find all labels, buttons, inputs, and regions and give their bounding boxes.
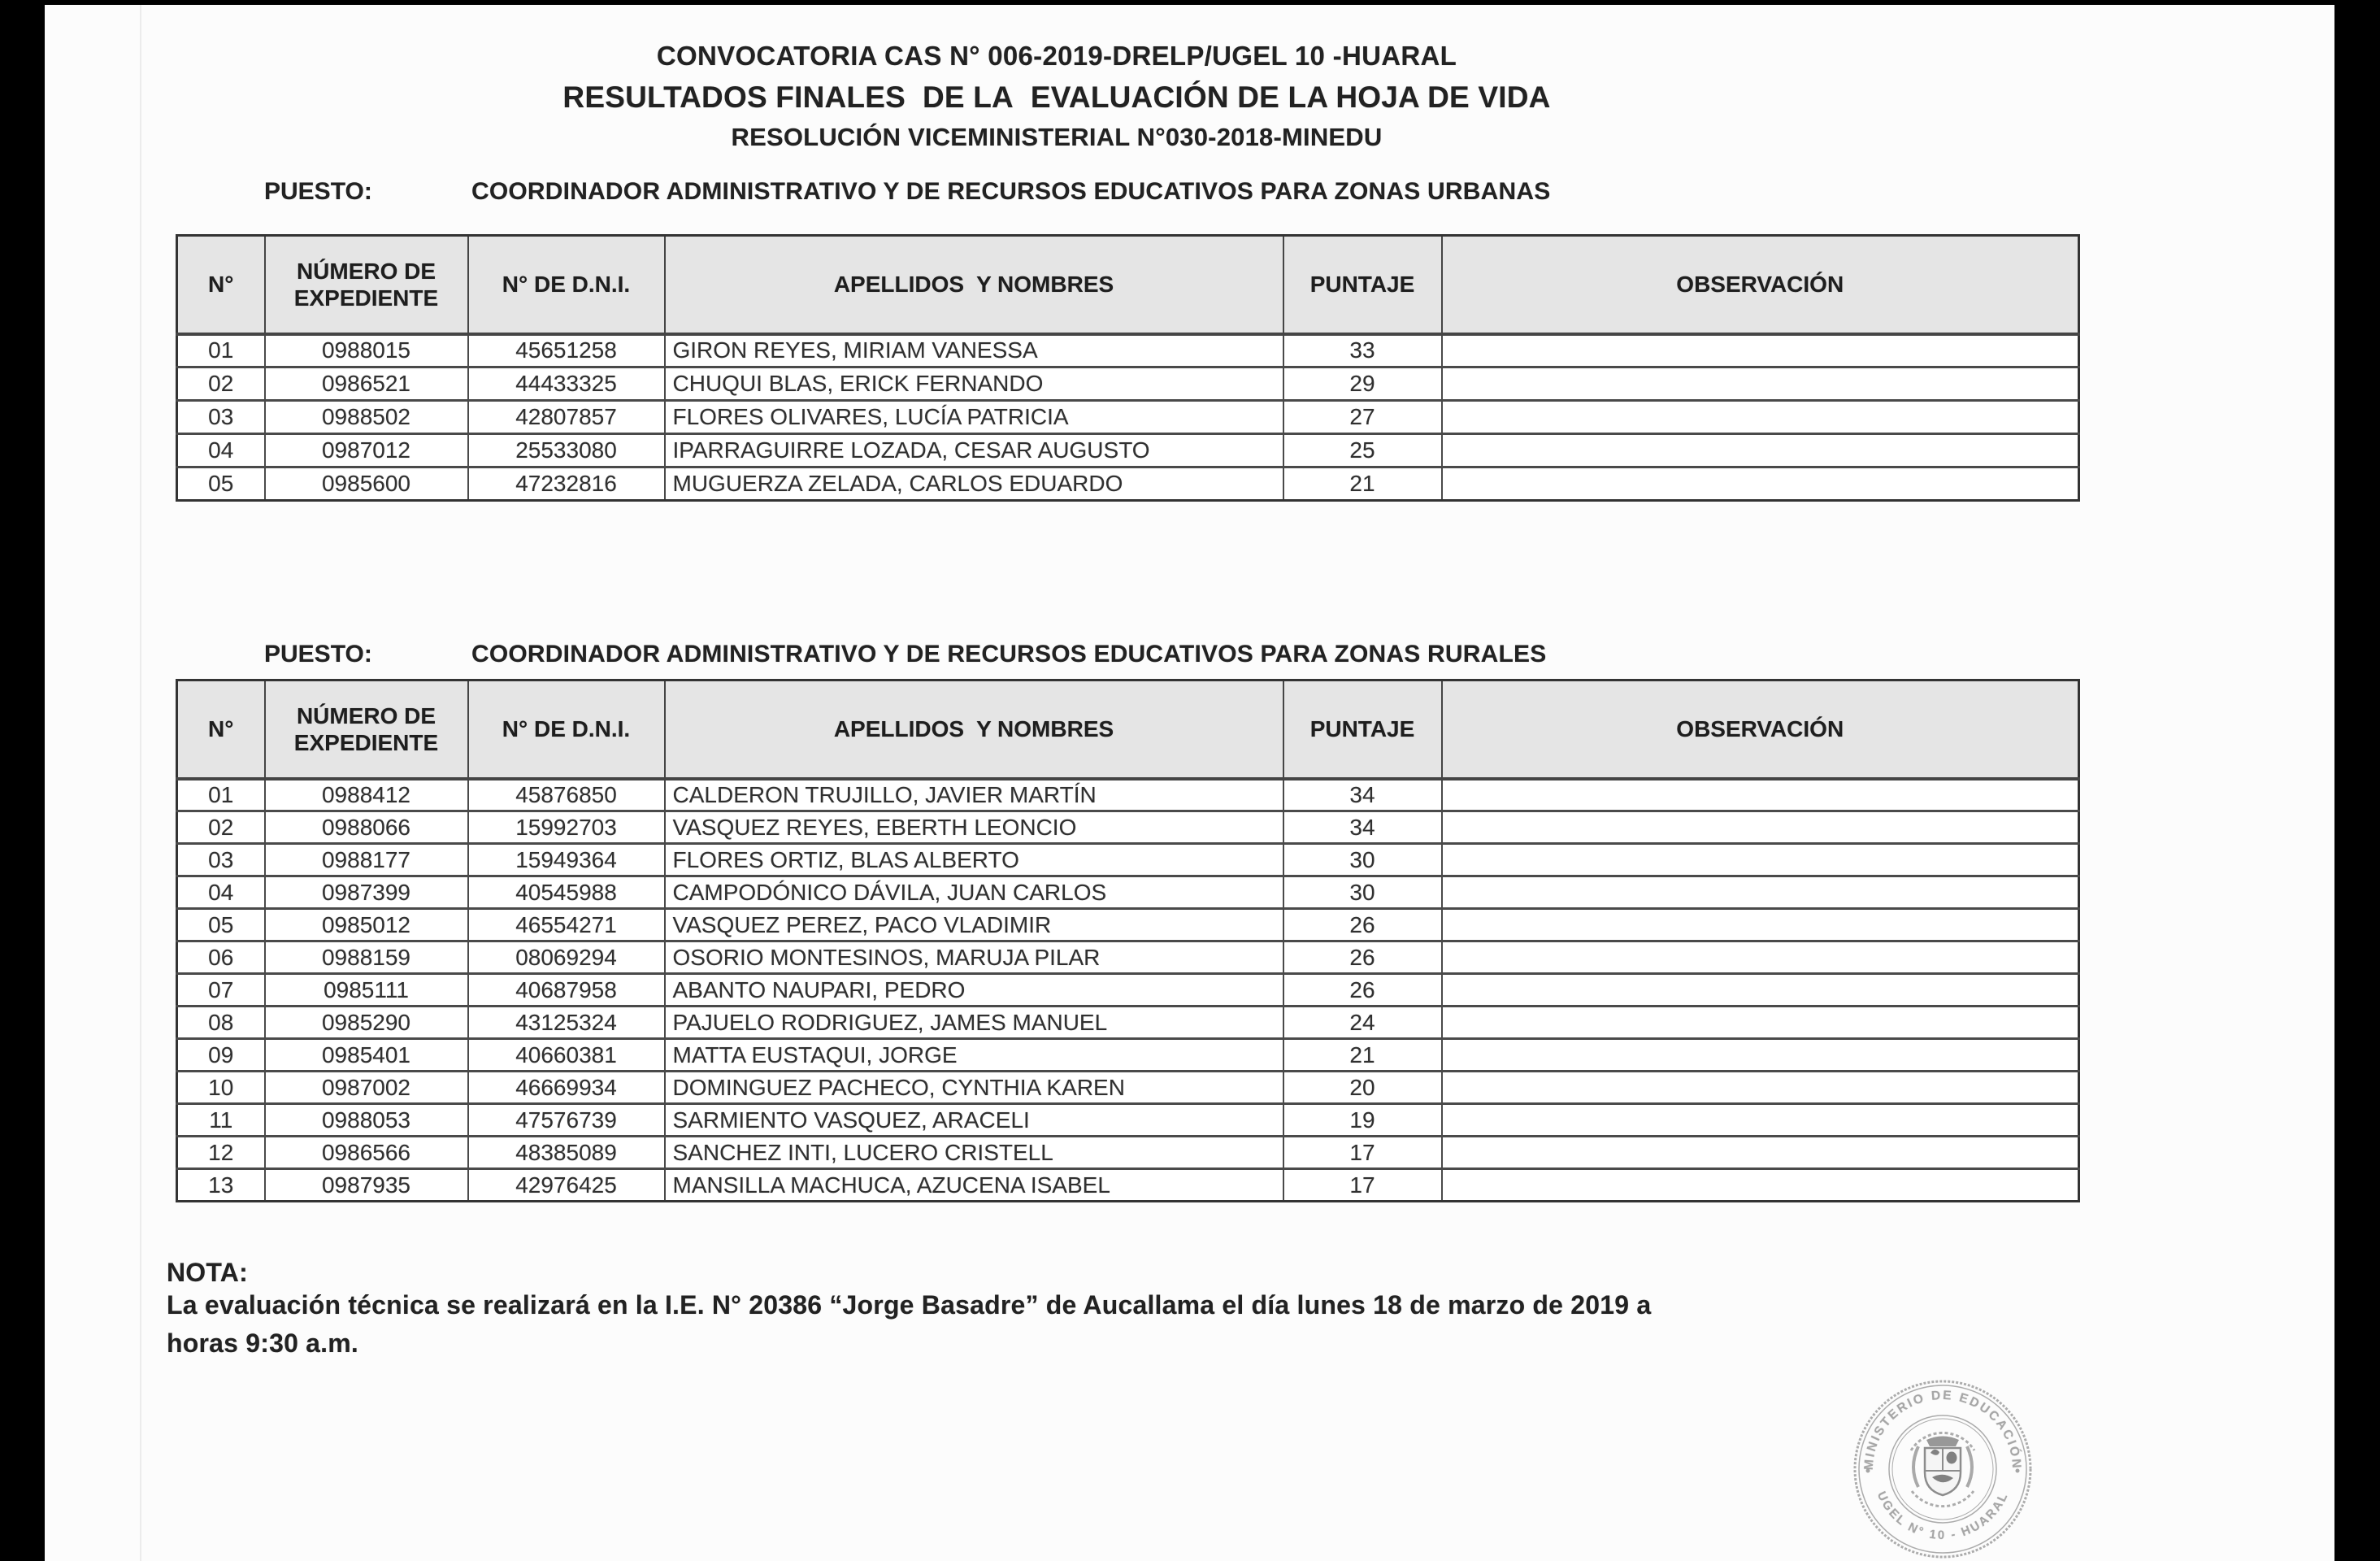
cell-dni: 42976425	[468, 1169, 665, 1202]
cell-dni: 44433325	[468, 367, 665, 401]
table-row	[177, 941, 2079, 974]
cell-nombre: CAMPODÓNICO DÁVILA, JUAN CARLOS	[665, 876, 1283, 909]
cell-n: 11	[177, 1104, 265, 1137]
cell-observacion	[1442, 974, 2079, 1007]
cell-n: 12	[177, 1137, 265, 1169]
cell-observacion	[1442, 1039, 2079, 1072]
cell-observacion	[1442, 844, 2079, 876]
cell-puntaje: 33	[1283, 334, 1442, 367]
document-header	[163, 41, 1951, 163]
cell-dni: 08069294	[468, 941, 665, 974]
document-page	[45, 5, 2334, 1561]
cell-dni: 45651258	[468, 334, 665, 367]
cell-nombre: MANSILLA MACHUCA, AZUCENA ISABEL	[665, 1169, 1283, 1202]
cell-puntaje: 25	[1283, 434, 1442, 467]
puesto-line-urbanas	[264, 178, 2215, 211]
cell-n: 05	[177, 909, 265, 941]
cell-puntaje: 20	[1283, 1072, 1442, 1104]
cell-expediente: 0988502	[265, 401, 468, 434]
table-row	[177, 401, 2079, 434]
cell-puntaje: 34	[1283, 811, 1442, 844]
cell-expediente: 0985111	[265, 974, 468, 1007]
cell-puntaje: 17	[1283, 1169, 1442, 1202]
col-header-apellidos-nombres: APELLIDOS Y NOMBRES	[665, 680, 1283, 779]
table-row	[177, 434, 2079, 467]
col-header-puntaje: PUNTAJE	[1283, 680, 1442, 779]
title-line-2: RESULTADOS FINALES DE LA EVALUACIÓN DE LA HOJA DE VIDA	[562, 80, 1551, 114]
cell-observacion	[1442, 1169, 2079, 1202]
cell-puntaje: 29	[1283, 367, 1442, 401]
cell-expediente: 0985290	[265, 1007, 468, 1039]
cell-nombre: GIRON REYES, MIRIAM VANESSA	[665, 334, 1283, 367]
table-row	[177, 1039, 2079, 1072]
col-header-puntaje: PUNTAJE	[1283, 236, 1442, 334]
cell-observacion	[1442, 779, 2079, 811]
cell-n: 05	[177, 467, 265, 501]
table-row	[177, 367, 2079, 401]
cell-dni: 42807857	[468, 401, 665, 434]
col-header-expediente: NÚMERO DE EXPEDIENTE	[265, 680, 468, 779]
cell-expediente: 0987399	[265, 876, 468, 909]
cell-nombre: DOMINGUEZ PACHECO, CYNTHIA KAREN	[665, 1072, 1283, 1104]
table-row	[177, 779, 2079, 811]
puesto-label: PUESTO:	[264, 641, 372, 667]
col-header-expediente: NÚMERO DE EXPEDIENTE	[265, 236, 468, 334]
col-header-numero: N°	[177, 236, 265, 334]
puesto-line-rurales	[264, 641, 2215, 673]
cell-expediente: 0986521	[265, 367, 468, 401]
cell-observacion	[1442, 467, 2079, 501]
cell-observacion	[1442, 909, 2079, 941]
cell-dni: 46669934	[468, 1072, 665, 1104]
col-header-observacion: OBSERVACIÓN	[1442, 236, 2079, 334]
cell-n: 10	[177, 1072, 265, 1104]
cell-nombre: IPARRAGUIRRE LOZADA, CESAR AUGUSTO	[665, 434, 1283, 467]
col-header-observacion: OBSERVACIÓN	[1442, 680, 2079, 779]
title-line-1: CONVOCATORIA CAS N° 006-2019-DRELP/UGEL 10 -HUARAL	[656, 41, 1457, 71]
table-row	[177, 909, 2079, 941]
table-row	[177, 1072, 2079, 1104]
cell-nombre: FLORES ORTIZ, BLAS ALBERTO	[665, 844, 1283, 876]
nota-text-line-2: horas 9:30 a.m.	[167, 1328, 358, 1358]
table-row	[177, 1137, 2079, 1169]
cell-n: 08	[177, 1007, 265, 1039]
cell-observacion	[1442, 401, 2079, 434]
cell-puntaje: 30	[1283, 876, 1442, 909]
cell-nombre: ABANTO NAUPARI, PEDRO	[665, 974, 1283, 1007]
seal-bottom-arc-text: UGEL N° 10 - HUARAL	[1874, 1489, 2012, 1543]
cell-expediente: 0988053	[265, 1104, 468, 1137]
coat-of-arms	[1913, 1437, 1972, 1496]
cell-expediente: 0987002	[265, 1072, 468, 1104]
cell-expediente: 0988066	[265, 811, 468, 844]
cell-observacion	[1442, 334, 2079, 367]
cell-observacion	[1442, 1104, 2079, 1137]
cell-puntaje: 26	[1283, 941, 1442, 974]
cell-dni: 48385089	[468, 1137, 665, 1169]
cell-observacion	[1442, 876, 2079, 909]
table-header-row	[177, 236, 2079, 334]
results-table-zonas-urbanas	[176, 234, 2080, 502]
cell-observacion	[1442, 811, 2079, 844]
cell-dni: 15992703	[468, 811, 665, 844]
cell-n: 09	[177, 1039, 265, 1072]
cell-dni: 15949364	[468, 844, 665, 876]
cell-nombre: FLORES OLIVARES, LUCÍA PATRICIA	[665, 401, 1283, 434]
cell-nombre: PAJUELO RODRIGUEZ, JAMES MANUEL	[665, 1007, 1283, 1039]
cell-nombre: SARMIENTO VASQUEZ, ARACELI	[665, 1104, 1283, 1137]
cell-observacion	[1442, 1137, 2079, 1169]
cell-expediente: 0988412	[265, 779, 468, 811]
cell-dni: 47576739	[468, 1104, 665, 1137]
cell-n: 02	[177, 811, 265, 844]
cell-n: 03	[177, 401, 265, 434]
cell-expediente: 0986566	[265, 1137, 468, 1169]
svg-text:UGEL N° 10 - HUARAL	[1874, 1489, 2012, 1542]
cell-nombre: CALDERON TRUJILLO, JAVIER MARTÍN	[665, 779, 1283, 811]
cell-expediente: 0985401	[265, 1039, 468, 1072]
puesto-value: COORDINADOR ADMINISTRATIVO Y DE RECURSOS EDUCATIVOS PARA ZONAS URBANAS	[471, 178, 1551, 205]
cell-puntaje: 21	[1283, 467, 1442, 501]
cell-dni: 25533080	[468, 434, 665, 467]
cell-n: 01	[177, 334, 265, 367]
cell-puntaje: 26	[1283, 974, 1442, 1007]
nota-label: NOTA:	[167, 1258, 248, 1287]
cell-puntaje: 27	[1283, 401, 1442, 434]
cell-dni: 43125324	[468, 1007, 665, 1039]
cell-expediente: 0985012	[265, 909, 468, 941]
nota-section	[167, 1258, 2280, 1363]
cell-n: 04	[177, 434, 265, 467]
cell-expediente: 0987012	[265, 434, 468, 467]
col-header-numero: N°	[177, 680, 265, 779]
table-row	[177, 1169, 2079, 1202]
cell-nombre: VASQUEZ PEREZ, PACO VLADIMIR	[665, 909, 1283, 941]
cell-nombre: MUGUERZA ZELADA, CARLOS EDUARDO	[665, 467, 1283, 501]
col-header-dni: N° DE D.N.I.	[468, 236, 665, 334]
cell-puntaje: 19	[1283, 1104, 1442, 1137]
cell-dni: 46554271	[468, 909, 665, 941]
cell-nombre: OSORIO MONTESINOS, MARUJA PILAR	[665, 941, 1283, 974]
puesto-label: PUESTO:	[264, 178, 372, 205]
cell-dni: 40660381	[468, 1039, 665, 1072]
scan-edge-line	[140, 5, 141, 1561]
cell-n: 01	[177, 779, 265, 811]
cell-nombre: CHUQUI BLAS, ERICK FERNANDO	[665, 367, 1283, 401]
table-header-row	[177, 680, 2079, 779]
cell-nombre: MATTA EUSTAQUI, JORGE	[665, 1039, 1283, 1072]
col-header-apellidos-nombres: APELLIDOS Y NOMBRES	[665, 236, 1283, 334]
nota-text-line-1: La evaluación técnica se realizará en la I.E. N° 20386 “Jorge Basadre” de Aucallama el día lunes 18 de marzo de 2019 a	[167, 1290, 1652, 1320]
cell-observacion	[1442, 941, 2079, 974]
cell-dni: 47232816	[468, 467, 665, 501]
cell-puntaje: 34	[1283, 779, 1442, 811]
col-header-dni: N° DE D.N.I.	[468, 680, 665, 779]
cell-n: 02	[177, 367, 265, 401]
table-row	[177, 334, 2079, 367]
cell-dni: 45876850	[468, 779, 665, 811]
cell-puntaje: 21	[1283, 1039, 1442, 1072]
table-row	[177, 1007, 2079, 1039]
cell-observacion	[1442, 367, 2079, 401]
table-row	[177, 974, 2079, 1007]
cell-expediente: 0987935	[265, 1169, 468, 1202]
cell-dni: 40545988	[468, 876, 665, 909]
cell-n: 13	[177, 1169, 265, 1202]
cell-puntaje: 17	[1283, 1137, 1442, 1169]
cell-puntaje: 30	[1283, 844, 1442, 876]
cell-n: 03	[177, 844, 265, 876]
table-row	[177, 876, 2079, 909]
cell-observacion	[1442, 1007, 2079, 1039]
title-line-3: RESOLUCIÓN VICEMINISTERIAL N°030-2018-MINEDU	[731, 123, 1383, 151]
cell-observacion	[1442, 434, 2079, 467]
table-row	[177, 1104, 2079, 1137]
cell-expediente: 0988177	[265, 844, 468, 876]
table-row	[177, 844, 2079, 876]
results-table-zonas-rurales	[176, 679, 2080, 1202]
table-row	[177, 811, 2079, 844]
cell-nombre: SANCHEZ INTI, LUCERO CRISTELL	[665, 1137, 1283, 1169]
cell-n: 04	[177, 876, 265, 909]
seal-top-arc-text: MINISTERIO DE EDUCACIÓN	[1861, 1388, 2024, 1471]
cell-n: 07	[177, 974, 265, 1007]
puesto-value: COORDINADOR ADMINISTRATIVO Y DE RECURSOS EDUCATIVOS PARA ZONAS RURALES	[471, 641, 1547, 667]
cell-expediente: 0988015	[265, 334, 468, 367]
ministerio-educacion-ugel10-seal	[1849, 1376, 2036, 1561]
cell-observacion	[1442, 1072, 2079, 1104]
cell-puntaje: 24	[1283, 1007, 1442, 1039]
cell-expediente: 0988159	[265, 941, 468, 974]
cell-nombre: VASQUEZ REYES, EBERTH LEONCIO	[665, 811, 1283, 844]
cell-puntaje: 26	[1283, 909, 1442, 941]
cell-expediente: 0985600	[265, 467, 468, 501]
cell-n: 06	[177, 941, 265, 974]
cell-dni: 40687958	[468, 974, 665, 1007]
table-row	[177, 467, 2079, 501]
